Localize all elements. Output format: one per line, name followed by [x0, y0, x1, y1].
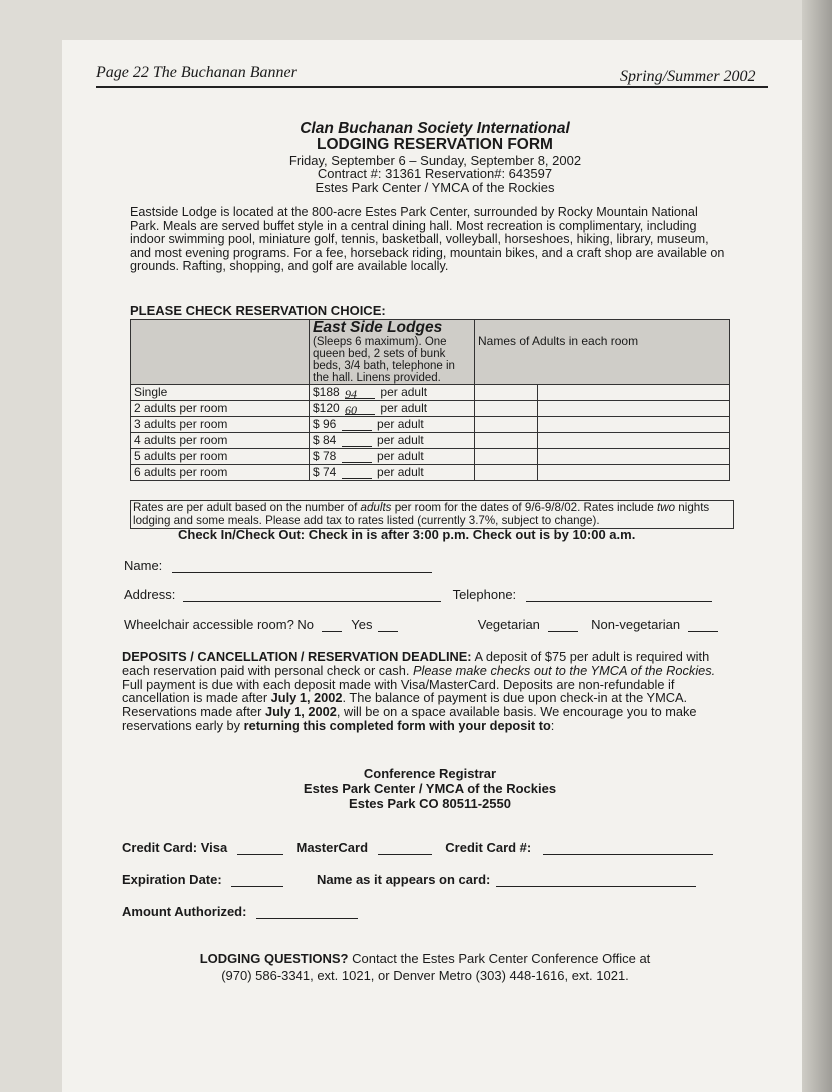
blank-header-cell	[131, 320, 310, 385]
name-field[interactable]	[172, 559, 432, 573]
publication-name: The Buchanan Banner	[152, 64, 297, 81]
amount-field[interactable]	[256, 905, 358, 919]
venue-line: Estes Park Center / YMCA of the Rockies	[315, 180, 555, 195]
table-row	[131, 465, 730, 481]
price-cell	[310, 385, 475, 401]
price-cell	[310, 449, 475, 465]
deposits-paragraph	[122, 650, 722, 733]
occupancy-cell: 5 adults per room	[131, 449, 310, 465]
nonvegetarian-field[interactable]	[688, 618, 718, 632]
handwritten-amount[interactable]: 94	[345, 387, 375, 399]
amount-label: Amount Authorized:	[122, 904, 247, 919]
vegetarian-label: Vegetarian	[477, 617, 540, 632]
deposits-text: :	[550, 717, 555, 733]
org-title: Clan Buchanan Society International	[300, 120, 570, 137]
rates-note-two: two	[657, 501, 676, 514]
reservation-table	[130, 319, 730, 481]
name-on-card-label: Name as it appears on card:	[316, 872, 491, 887]
expiration-row	[122, 872, 696, 887]
checkin-line: Check In/Check Out: Check in is after 3:00 p.m. Check out is by 10:00 a.m.	[178, 527, 636, 542]
lodge-header-cell	[310, 320, 475, 385]
price-cell	[310, 417, 475, 433]
mastercard-field[interactable]	[378, 841, 432, 855]
occupancy-cell: 2 adults per room	[131, 401, 310, 417]
visa-label: Credit Card: Visa	[122, 840, 228, 855]
name-cell[interactable]	[475, 401, 538, 417]
table-row	[131, 449, 730, 465]
name-label: Name:	[124, 558, 163, 573]
expiration-field[interactable]	[231, 873, 283, 887]
page-edge	[802, 0, 832, 1092]
contract-line: Contract #: 31361 Reservation#: 643597	[317, 166, 553, 181]
name-cell[interactable]	[538, 433, 730, 449]
name-row	[124, 558, 432, 573]
registrar-line: Conference Registrar	[363, 766, 497, 781]
price: $ 96	[313, 417, 337, 431]
rates-note-text: nights lodging and some meals. Please add tax to rates listed (currently 3.7%, subject to change).	[133, 501, 710, 527]
name-cell[interactable]	[538, 417, 730, 433]
deposits-text: , will be on a space available basis. We encourage you to make reservations early by	[122, 704, 697, 733]
name-cell[interactable]	[475, 433, 538, 449]
visa-field[interactable]	[237, 841, 283, 855]
price-cell	[310, 433, 475, 449]
rates-note	[130, 500, 734, 529]
price-cell	[310, 465, 475, 481]
issue-label: Spring/Summer 2002	[620, 68, 756, 85]
handwritten-amount[interactable]: 60	[345, 403, 375, 415]
reservation-section-title: PLEASE CHECK RESERVATION CHOICE:	[130, 303, 386, 318]
nonvegetarian-label: Non-vegetarian	[591, 617, 681, 632]
price: $ 78	[313, 449, 337, 463]
names-header: Names of Adults in each room	[478, 334, 639, 348]
rates-note-text: Rates are per adult based on the number of	[133, 501, 358, 514]
address-field[interactable]	[183, 588, 441, 602]
expiration-label: Expiration Date:	[122, 872, 222, 887]
mastercard-label: MasterCard	[296, 840, 369, 855]
price: $ 84	[313, 433, 337, 447]
price: $120	[313, 401, 340, 415]
name-on-card-field[interactable]	[496, 873, 696, 887]
table-row	[131, 433, 730, 449]
amount-blank[interactable]	[342, 451, 372, 463]
lodging-questions	[150, 950, 700, 984]
table-row	[131, 385, 730, 401]
deposits-text: . The balance of payment is due upon check-in at the YMCA. Reservations made after	[122, 690, 688, 720]
price-cell	[310, 401, 475, 417]
amount-blank[interactable]	[342, 435, 372, 447]
wheelchair-label: Wheelchair accessible room? No	[124, 617, 315, 632]
price: $ 74	[313, 465, 337, 479]
preferences-row	[124, 617, 718, 632]
name-cell[interactable]	[538, 449, 730, 465]
wheelchair-yes-field[interactable]	[378, 618, 398, 632]
header-rule	[96, 86, 768, 88]
address-label: Address:	[124, 587, 176, 602]
per-adult-label: per adult	[377, 417, 424, 431]
names-header-cell	[475, 320, 730, 385]
credit-card-row	[122, 840, 713, 855]
registrar-line: Estes Park Center / YMCA of the Rockies	[303, 781, 557, 796]
event-dates: Friday, September 6 – Sunday, September 8, 2002	[288, 153, 582, 168]
occupancy-cell: Single	[131, 385, 310, 401]
amount-blank[interactable]	[342, 467, 372, 479]
occupancy-cell: 3 adults per room	[131, 417, 310, 433]
questions-text: Contact the Estes Park Center Conference Office at	[352, 951, 651, 966]
per-adult-label: per adult	[380, 401, 428, 415]
rates-note-adults: adults	[360, 501, 392, 514]
price: $188	[313, 385, 340, 399]
table-row	[131, 417, 730, 433]
name-cell[interactable]	[538, 385, 730, 401]
telephone-label: Telephone:	[452, 587, 517, 602]
name-cell[interactable]	[475, 449, 538, 465]
rates-note-text: per room for the dates of 9/6-9/8/02. Rates include	[394, 501, 654, 514]
intro-paragraph: Eastside Lodge is located at the 800-acre Estes Park Center, surrounded by Rocky Mountain National Park. Meals are served buffet style in a central dining hall. Most recreation is complimentary, including indoor swimming pool, miniature golf, tennis, basketball, volleyball, horseshoes, hiking, library, museum, and most evening programs. For a fee, horseback riding, mountain bikes, and a craft shop are available on grounds. Rafting, shopping, and golf are available locally.	[130, 205, 725, 274]
deposits-heading: DEPOSITS / CANCELLATION / RESERVATION DEADLINE:	[122, 649, 472, 664]
name-cell[interactable]	[538, 401, 730, 417]
questions-heading: LODGING QUESTIONS?	[199, 951, 349, 966]
card-number-label: Credit Card #:	[445, 840, 532, 855]
occupancy-cell: 6 adults per room	[131, 465, 310, 481]
name-cell[interactable]	[538, 465, 730, 481]
per-adult-label: per adult	[377, 449, 424, 463]
wheelchair-yes-label: Yes	[351, 617, 373, 632]
deadline-date: July 1, 2002	[270, 690, 343, 706]
deposits-text: A deposit of $75 per adult is required with each reservation paid with personal check or cash.	[122, 649, 710, 678]
address-row	[124, 587, 712, 602]
amount-row	[122, 904, 358, 919]
amount-blank[interactable]	[342, 419, 372, 431]
name-cell[interactable]	[475, 465, 538, 481]
card-number-field[interactable]	[543, 841, 713, 855]
vegetarian-field[interactable]	[548, 618, 578, 632]
deposits-return-note: returning this completed form with your deposit to	[243, 717, 551, 733]
lodge-name: East Side Lodges	[313, 319, 443, 336]
telephone-field[interactable]	[526, 588, 712, 602]
per-adult-label: per adult	[377, 433, 424, 447]
name-cell[interactable]	[475, 385, 538, 401]
deposits-text: Full payment is due with each deposit made with Visa/MasterCard. Deposits are non-refundable if cancellation is made after	[122, 676, 675, 706]
wheelchair-no-field[interactable]	[322, 618, 342, 632]
per-adult-label: per adult	[380, 385, 428, 399]
page-header-left	[96, 64, 297, 82]
occupancy-cell: 4 adults per room	[131, 433, 310, 449]
per-adult-label: per adult	[377, 465, 424, 479]
deposits-checks-note: Please make checks out to the YMCA of the Rockies.	[412, 662, 716, 678]
lodge-description: (Sleeps 6 maximum). One queen bed, 2 sets of bunk beds, 3/4 bath, telephone in the hall. Linens provided.	[313, 336, 455, 384]
registrar-address	[230, 766, 630, 811]
form-title: LODGING RESERVATION FORM	[317, 136, 553, 153]
questions-phone: (970) 586-3341, ext. 1021, or Denver Metro (303) 448-1616, ext. 1021.	[221, 968, 629, 983]
table-row	[131, 401, 730, 417]
deadline-date: July 1, 2002	[264, 704, 337, 720]
table-header-row	[131, 320, 730, 385]
name-cell[interactable]	[475, 417, 538, 433]
page-number: Page 22	[96, 64, 149, 81]
registrar-line: Estes Park CO 80511-2550	[349, 796, 511, 811]
